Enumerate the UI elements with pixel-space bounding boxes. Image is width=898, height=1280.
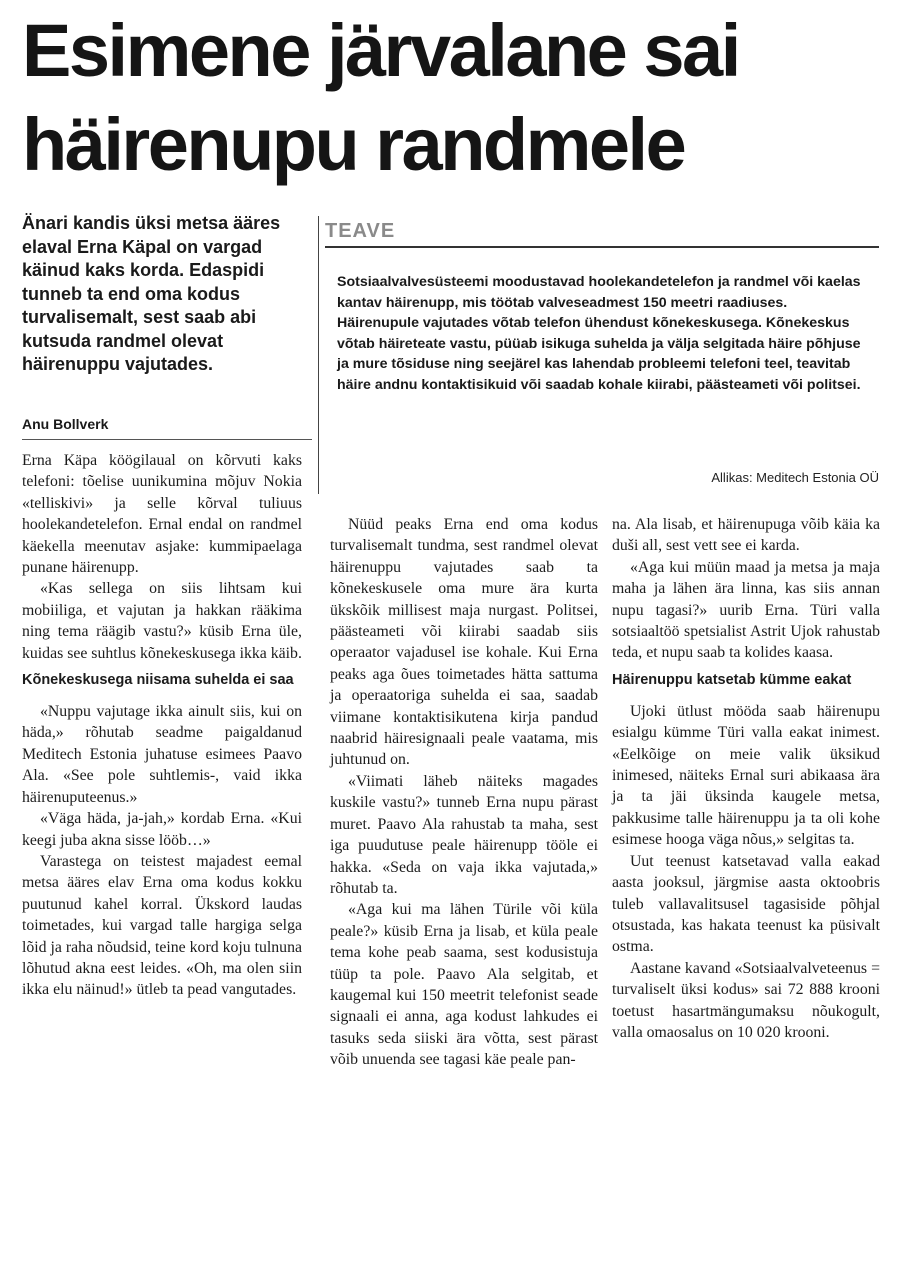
headline-line-1: Esimene järvalane sai (22, 9, 739, 92)
paragraph: Varastega on teistest majadest eemal metsa ääres elav Erna oma kodus kokku puutunud kahel korral. Ükskord laudas toimetades, kui vargad talle hargiga selga lõid ja raha nõudsid, teine kord koju tulnuna lõhutud akna eest leides. «Oh, ma olen siin ikka elu näinud!» ütleb ta pead vangutades. (22, 852, 302, 999)
subheading: Häirenuppu katsetab kümme eakat (612, 671, 852, 688)
lede: Änari kandis üksi metsa ääres elaval Erna Käpal on vargad käinud kaks korda. Edaspidi tunneb ta end oma kodus turvalisemalt, sest saab abi kutsuda randmel olevat häirenuppu vajutades. (22, 213, 281, 374)
paragraph: «Väga häda, ja-jah,» kordab Erna. «Kui keegi juba akna sisse lööb…» (22, 810, 302, 849)
headline (22, 4, 882, 192)
paragraph: «Kas sellega on siis lihtsam kui mobiiliga, et vajutan ja hakkan rääkima ning tema räägib vastu?» küsib Erna üle, kuidas see suhtlus kõnekeskusega ikka käib. (22, 580, 302, 662)
info-box (318, 216, 879, 494)
article-column-1 (22, 450, 302, 1001)
paragraph: Uut teenust katsetavad valla eakad aasta jooksul, järgmise aasta oktoobris tuleb vallavalitsusel tagasiside põhjal otsustada, kas hakata teenust ka püsivalt ostma. (612, 852, 880, 956)
paragraph: «Nuppu vajutage ikka ainult siis, kui on häda,» rõhutab seadme paigaldanud Meditech Estonia juhatuse esimees Paavo Ala. «See pole suhtlemis-, vaid ikka häirenuputeenus.» (22, 703, 302, 806)
info-box-rule (325, 246, 879, 248)
info-box-body (337, 272, 875, 396)
info-box-paragraph: Häirenupule vajutades võtab telefon ühendust kõnekeskusega. Kõnekeskus võtab häireteate vastu, püüab isikuga suhelda ja välja selgitada häire põhjuse ja mure tõsiduse ning seejärel kas lahendab probleemi telefoni teel, teavitab häire andnu kontaktisikuid või saadab kohale kiirabi, päästeameti või politsei. (337, 315, 861, 393)
paragraph: Aastane kavand «Sotsiaalvalveteenus = turvaliselt üksi kodus» sai 72 888 krooni toetust hasartmängumaksu nõukogult, valla omaosalus on 10 020 krooni. (612, 959, 880, 1041)
paragraph: na. Ala lisab, et häirenupuga võib käia ka duši all, sest vett see ei karda. (612, 516, 880, 555)
paragraph: Ujoki ütlust mööda saab häirenupu esialgu kümme Türi valla eakat inimest. «Eelkõige on meie valik üksikud inimesed, näiteks Ernal suri abikaasa ära ja ta jäi üksinda kaugele metsa, pakkusime talle häirenuppu ja ta oli kohe esimese hooga väga nõus,» selgitas ta. (612, 702, 880, 849)
paragraph: «Aga kui ma lähen Türile või küla peale?» küsib Erna ja lisab, et küla peale tema kohe peab saama, sest kodusistuja tüüp ta pole. Paavo Ala selgitab, et kaugemal kui 150 meetrit telefonist seade signaali ei anna, aga kodust lahkudes ei tasuks seda siiski ära võtta, sest pärast võib unuenda see tagasi käe peale pan- (330, 901, 598, 1069)
paragraph: «Viimati läheb näiteks magades kuskile vastu?» tunneb Erna nupu pärast muret. Paavo Ala rahustab ta maha, sest iga puudutuse peale häirenupp tööle ei hakka. «Seda on vaja ikka vajutada,» rõhutab ta. (330, 772, 598, 897)
article-column-3 (612, 514, 880, 1043)
paragraph: «Aga kui müün maad ja metsa ja maja maha ja lähen ära linna, kas siis annan nupu tagasi?» uurib Erna. Türi valla sotsiaaltöö spetsialist Astrit Ujok rahustab teda, et nupu saab ta kolides kaasa. (612, 558, 880, 662)
subheading: Kõnekeskusega niisama suhelda ei saa (22, 672, 294, 689)
article-column-2 (330, 514, 598, 1071)
info-box-source: Allikas: Meditech Estonia OÜ (711, 470, 879, 485)
info-box-label: TEAVE (325, 220, 396, 242)
paragraph: Nüüd peaks Erna end oma kodus turvalisemalt tundma, sest randmel olevat häirenuppu vajutades saab ta kõnekeskusele oma mure ära kurta ükskõik millisest maja nurgast. Politsei, päästeameti või kiirabi saadab siis operaator vajadusel ise kohale. Kui Erna peaks aga õues toimetades hätta sattuma ja operaatoriga suhelda ei saa, saadab viimane kontaktisikutena kirja pandud naabrid häiresignaali peale vaatama, mis juhtunud on. (330, 516, 598, 769)
paragraph: Erna Käpa köögilaual on kõrvuti kaks telefoni: tõelise uunikumina mõjuv Nokia «telliskivi» ja selle kõrval tuliuus hoolekandetelefon. Ernal endal on randmel käekella meenutav asjake: kummipaelaga punane häirenupp. (22, 452, 302, 577)
headline-line-2: häirenupu randmele (22, 103, 685, 186)
info-box-paragraph: Sotsiaalvalvesüsteemi moodustavad hoolekandetelefon ja randmel või kaelas kantav häirenupp, mis töötab valveseadmest 150 meetri raadiuses. (337, 274, 861, 311)
byline: Anu Bollverk (22, 414, 312, 440)
